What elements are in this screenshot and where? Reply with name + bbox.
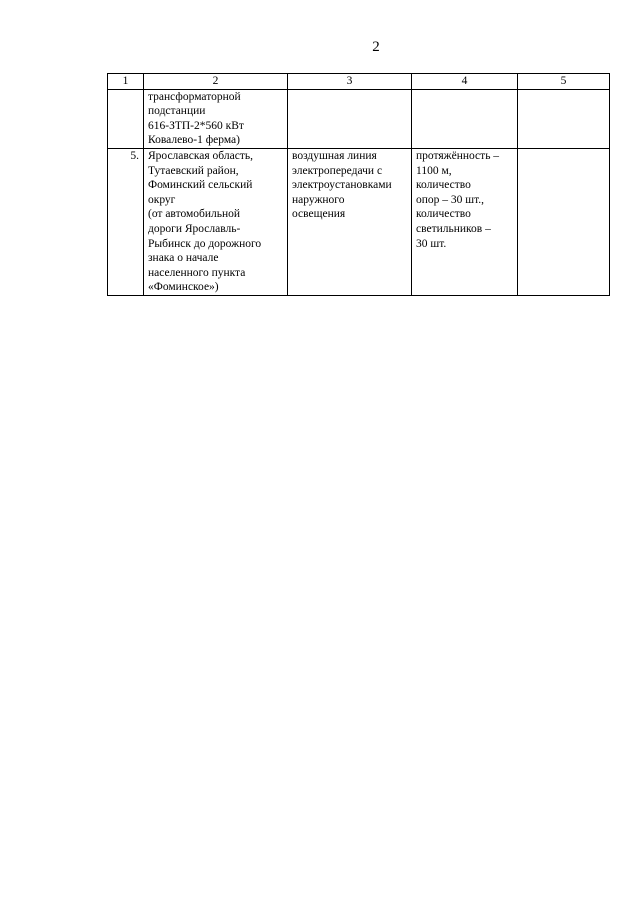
header-cell-3: 3 [288,74,412,90]
location-line: «Фоминское») [148,281,219,294]
characteristics-cell [412,148,518,295]
table-row [108,89,610,148]
characteristics-line: количество [416,208,471,221]
location-cell [144,148,288,295]
location-line: Ковалево-1 ферма) [148,134,240,147]
location-line: Фоминский сельский [148,179,253,192]
characteristics-line: светильников – [416,222,491,235]
object-line: электропередачи с [292,164,383,177]
object-line: электроустановками [292,179,392,192]
characteristics-line: 1100 м, [416,164,452,177]
object-cell [288,148,412,295]
object-line: наружного [292,193,345,206]
col5-cell [518,148,610,295]
location-line: дороги Ярославль- [148,222,241,235]
location-line: округ [148,193,176,206]
objects-table [107,73,610,296]
object-cell [288,89,412,148]
location-line: подстанции [148,105,206,118]
row-number: 5. [108,148,144,295]
location-line: Тутаевский район, [148,164,239,177]
table-header-row [108,74,610,90]
characteristics-line: 30 шт. [416,237,447,250]
header-cell-4: 4 [412,74,518,90]
header-cell-1: 1 [108,74,144,90]
col5-cell [518,89,610,148]
characteristics-line: количество [416,179,471,192]
characteristics-line: опор – 30 шт., [416,193,485,206]
header-cell-5: 5 [518,74,610,90]
location-line: Ярославская область, [148,149,253,162]
location-line: знака о начале [148,252,219,265]
header-cell-2: 2 [144,74,288,90]
location-line: трансформаторной [148,90,241,103]
characteristics-line: протяжённость – [416,149,500,162]
page-number: 2 [372,39,380,55]
location-line: Рыбинск до дорожного [148,237,262,250]
table-row [108,148,610,295]
location-line: 616-ЗТП-2*560 кВт [148,119,244,132]
characteristics-cell [412,89,518,148]
object-line: воздушная линия [292,149,377,162]
location-cell [144,89,288,148]
object-line: освещения [292,208,346,221]
location-line: (от автомобильной [148,208,241,221]
row-number [108,89,144,148]
location-line: населенного пункта [148,266,246,279]
